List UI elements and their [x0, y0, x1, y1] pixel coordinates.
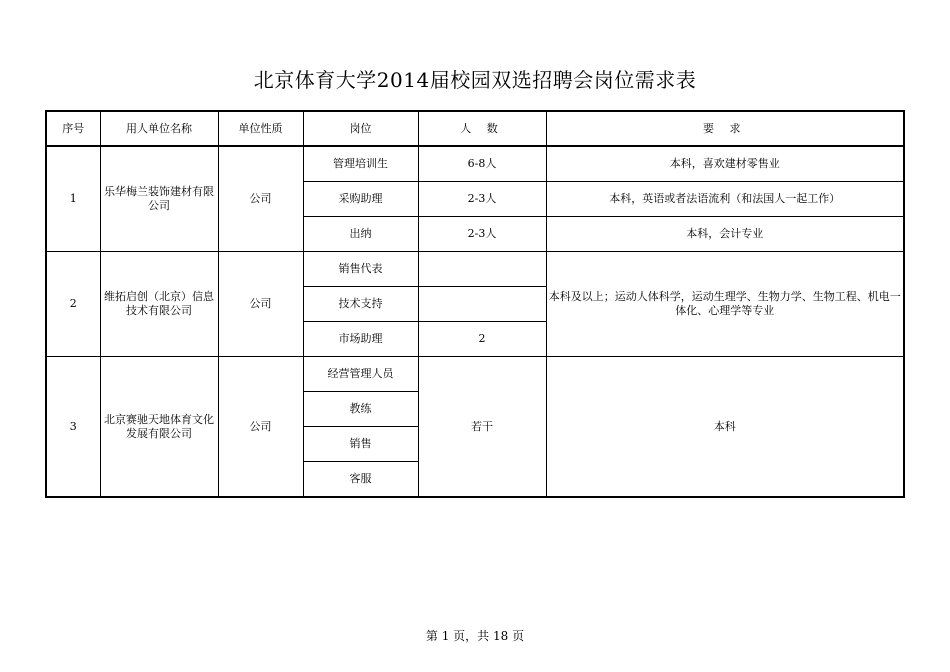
cell-requirement: 本科，喜欢建材零售业 — [546, 146, 904, 182]
cell-count: 2-3人 — [418, 182, 546, 217]
cell-nature: 公司 — [218, 357, 303, 498]
cell-company: 维拓启创（北京）信息技术有限公司 — [100, 252, 218, 357]
cell-count: 2-3人 — [418, 217, 546, 252]
cell-count: 6-8人 — [418, 146, 546, 182]
cell-position: 销售代表 — [303, 252, 418, 287]
cell-position: 市场助理 — [303, 322, 418, 357]
header-company: 用人单位名称 — [100, 111, 218, 146]
cell-requirement: 本科，会计专业 — [546, 217, 904, 252]
cell-requirement: 本科及以上；运动人体科学，运动生理学、生物力学、生物工程、机电一体化、心理学等专业 — [546, 252, 904, 357]
cell-position: 客服 — [303, 462, 418, 498]
cell-no: 2 — [46, 252, 100, 357]
cell-position: 教练 — [303, 392, 418, 427]
cell-requirement: 本科，英语或者法语流利（和法国人一起工作） — [546, 182, 904, 217]
cell-position: 出纳 — [303, 217, 418, 252]
cell-count: 若干 — [418, 357, 546, 498]
cell-position: 采购助理 — [303, 182, 418, 217]
cell-nature: 公司 — [218, 252, 303, 357]
cell-position: 经营管理人员 — [303, 357, 418, 392]
page-title: 北京体育大学2014届校园双选招聘会岗位需求表 — [253, 68, 697, 92]
cell-count: 2 — [418, 322, 546, 357]
cell-position: 技术支持 — [303, 287, 418, 322]
table-row — [46, 357, 904, 392]
page-footer: 第 1 页，共 18 页 — [425, 629, 525, 643]
cell-count — [418, 252, 546, 287]
table-row — [46, 252, 904, 287]
table-row — [46, 146, 904, 182]
cell-no: 3 — [46, 357, 100, 498]
cell-no: 1 — [46, 146, 100, 252]
header-position: 岗位 — [303, 111, 418, 146]
header-requirement: 要 求 — [546, 111, 904, 146]
cell-position: 销售 — [303, 427, 418, 462]
cell-position: 管理培训生 — [303, 146, 418, 182]
header-no: 序号 — [46, 111, 100, 146]
cell-company: 乐华梅兰装饰建材有限公司 — [100, 146, 218, 252]
table-header-row — [46, 111, 904, 146]
cell-count — [418, 287, 546, 322]
job-requirements-table — [45, 110, 905, 498]
cell-nature: 公司 — [218, 146, 303, 252]
header-nature: 单位性质 — [218, 111, 303, 146]
cell-requirement: 本科 — [546, 357, 904, 498]
cell-company: 北京赛驰天地体育文化发展有限公司 — [100, 357, 218, 498]
header-count: 人 数 — [418, 111, 546, 146]
